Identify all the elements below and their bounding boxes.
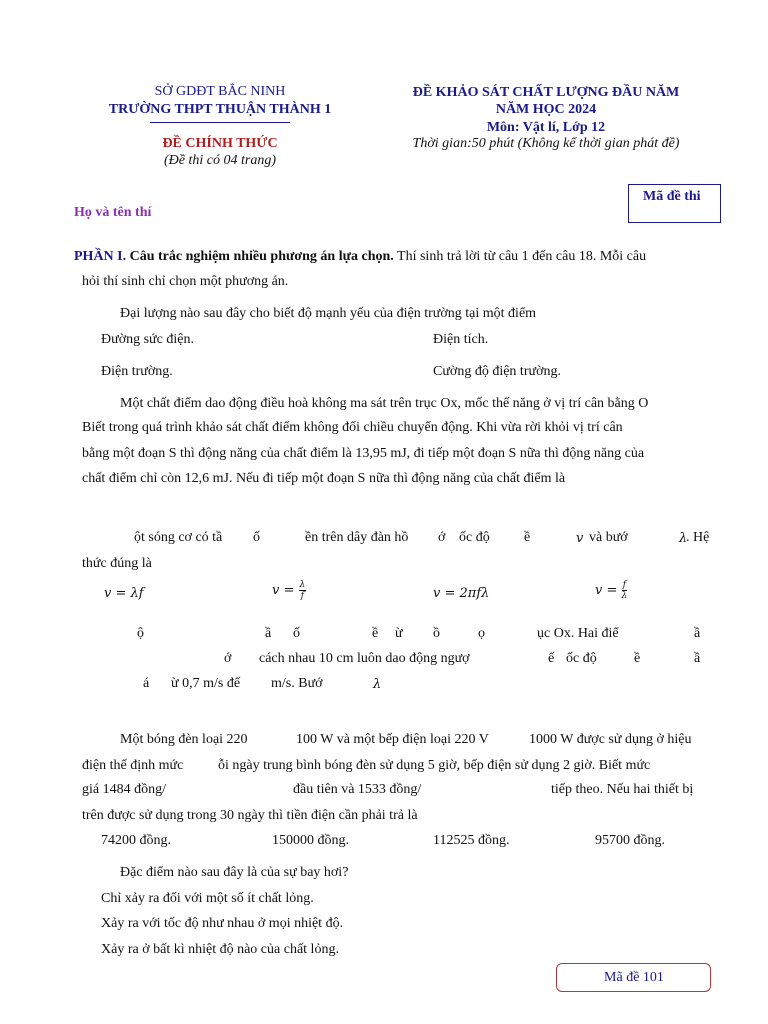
- q3-option-d-lhs: v =: [595, 583, 618, 598]
- footer-code-text: Mã đề 101: [604, 970, 664, 985]
- footer-code-box: [556, 963, 711, 992]
- q5-line4: trên được sử dụng trong 30 ngày thì tiền điện cần phải trả là: [82, 808, 418, 823]
- q4-r1-frag: ừ: [395, 626, 403, 641]
- q5-option-c: 112525 đồng.: [433, 833, 510, 848]
- q5-option-d: 95700 đồng.: [595, 833, 665, 848]
- candidate-name-label: Họ và tên thí: [74, 205, 152, 220]
- q4-r1-frag: ầ: [265, 626, 272, 641]
- q5-line3c: tiếp theo. Nếu hai thiết bị: [551, 782, 694, 797]
- q3-frag-3: ền trên dây đàn hồ: [305, 530, 409, 545]
- q5-line2a: điện thế định mức: [82, 758, 184, 773]
- q2-line4: chất điểm chỉ còn 12,6 mJ. Nếu đi tiếp một đoạn S nữa thì động năng của chất điểm là: [82, 471, 566, 486]
- q4-r1-frag: ố: [293, 626, 300, 641]
- q5-line2b: ỗi ngày trung bình bóng đèn sử dụng 5 giờ, bếp điện sử dụng 2 giờ. Biết mức: [218, 758, 651, 773]
- q5-line1b: 100 W và một bếp điện loại 220 V: [296, 732, 489, 747]
- q4-r3-frag: m/s. Bướ: [271, 676, 323, 691]
- q4-r3-frag: á: [143, 676, 150, 691]
- q5-line1c: 1000 W được sử dụng ở hiệu: [529, 732, 692, 747]
- q4-r2-frag: ầ: [694, 651, 701, 666]
- section-intro-line2: hỏi thí sinh chỉ chọn một phương án.: [82, 274, 289, 289]
- q5-option-a: 74200 đồng.: [101, 833, 171, 848]
- official-label: ĐỀ CHÍNH THỨC: [162, 136, 278, 151]
- q3-option-c: v = 2πfλ: [433, 586, 490, 601]
- q3-frag-4: ớ: [438, 530, 446, 545]
- q3-symbol-lambda: λ: [679, 531, 688, 546]
- q4-r3-frag: λ: [373, 677, 382, 692]
- exam-code-box: [628, 184, 721, 223]
- q4-r2-frag: ốc độ: [566, 651, 597, 666]
- q3-option-b: [272, 580, 306, 601]
- q1-option-c: Điện trường.: [101, 364, 173, 379]
- q4-r1-frag: ồ: [433, 626, 440, 641]
- q3-line2: thức đúng là: [82, 556, 152, 571]
- section-number: PHẦN I.: [74, 249, 127, 264]
- q4-r1-frag: ầ: [694, 626, 701, 641]
- q4-r2-frag: ớ: [224, 651, 232, 666]
- q3-option-d: [595, 580, 627, 601]
- q3-frag-5: ốc độ: [459, 530, 490, 545]
- q5-line3b: đầu tiên và 1533 đồng/: [293, 782, 422, 797]
- q3-option-a: v = λf: [104, 586, 144, 601]
- q6-text: Đặc điểm nào sau đây là của sự bay hơi?: [120, 865, 349, 880]
- page-count: (Đề thi có 04 trang): [164, 153, 276, 168]
- q2-line1: Một chất điểm dao động điều hoà không ma sát trên trục Ox, mốc thế năng ở vị trí cân bằng O: [120, 396, 649, 411]
- q3-frag-8: . Hệ: [686, 530, 710, 545]
- q6-option-a: Chỉ xảy ra đối với một số ít chất lỏng.: [101, 891, 314, 906]
- school-year: NĂM HỌC 2024: [495, 102, 597, 117]
- q4-r2-frag: cách nhau 10 cm luôn dao động ngượ: [259, 651, 470, 666]
- subject: Môn: Vật lí, Lớp 12: [486, 120, 606, 135]
- q2-line2: Biết trong quá trình khảo sát chất điểm không đổi chiều chuyển động. Khi vừa rời khỏi vị trí cân: [82, 420, 623, 435]
- q4-r2-frag: ề: [634, 651, 641, 666]
- q3-option-d-fraction: [622, 580, 628, 601]
- q6-option-b: Xảy ra với tốc độ như nhau ở mọi nhiệt độ.: [101, 916, 344, 931]
- q1-option-b: Điện tích.: [433, 332, 489, 347]
- q3-option-d-den: λ: [621, 591, 628, 601]
- exam-time: Thời gian:50 phút (Không kể thời gian phát đề): [412, 136, 680, 151]
- q1-option-a: Đường sức điện.: [101, 332, 194, 347]
- q3-option-b-num: λ: [299, 580, 306, 590]
- section-heading: [74, 249, 646, 265]
- section-title: Câu trắc nghiệm nhiều phương án lựa chọn.: [129, 249, 394, 264]
- department-name: SỞ GDĐT BẮC NINH: [154, 84, 286, 99]
- header-underline: [150, 122, 290, 123]
- q5-option-b: 150000 đồng.: [272, 833, 349, 848]
- q3-option-b-den: f: [300, 591, 305, 601]
- q4-r1-frag: ề: [372, 626, 379, 641]
- q3-symbol-v: v: [576, 531, 584, 546]
- q4-r2-frag: ế: [548, 651, 555, 666]
- q4-r1-frag: ọ: [478, 626, 485, 641]
- q3-frag-2: ố: [253, 530, 260, 545]
- q3-frag-1: ột sóng cơ có tầ: [134, 530, 223, 545]
- q1-text: Đại lượng nào sau đây cho biết độ mạnh yếu của điện trường tại một điểm: [120, 306, 537, 321]
- q1-option-d: Cường độ điện trường.: [433, 364, 561, 379]
- q3-option-b-lhs: v =: [272, 583, 295, 598]
- q4-r1-frag: ộ: [137, 626, 144, 641]
- exam-code-label: Mã đề thi: [643, 189, 701, 204]
- q3-frag-7: và bướ: [589, 530, 628, 545]
- q3-frag-6: ề: [524, 530, 531, 545]
- q2-line3: bằng một đoạn S thì động năng của chất điểm là 13,95 mJ, đi tiếp một đoạn S nữa thì động năng của: [82, 446, 645, 461]
- q4-r1-frag: ục Ox. Hai điể: [537, 626, 619, 641]
- q3-option-b-fraction: [299, 580, 307, 601]
- q5-line1a: Một bóng đèn loại 220: [120, 732, 248, 747]
- q3-option-d-num: f: [622, 580, 627, 590]
- q5-line3a: giá 1484 đồng/: [82, 782, 166, 797]
- q6-option-c: Xảy ra ở bất kì nhiệt độ nào của chất lỏng.: [101, 942, 339, 957]
- section-intro: Thí sinh trả lời từ câu 1 đến câu 18. Mỗi câu: [393, 249, 647, 264]
- exam-title: ĐỀ KHẢO SÁT CHẤT LƯỢNG ĐẦU NĂM: [412, 85, 680, 100]
- school-name: TRƯỜNG THPT THUẬN THÀNH 1: [108, 102, 332, 117]
- q4-r3-frag: ừ 0,7 m/s đế: [171, 676, 241, 691]
